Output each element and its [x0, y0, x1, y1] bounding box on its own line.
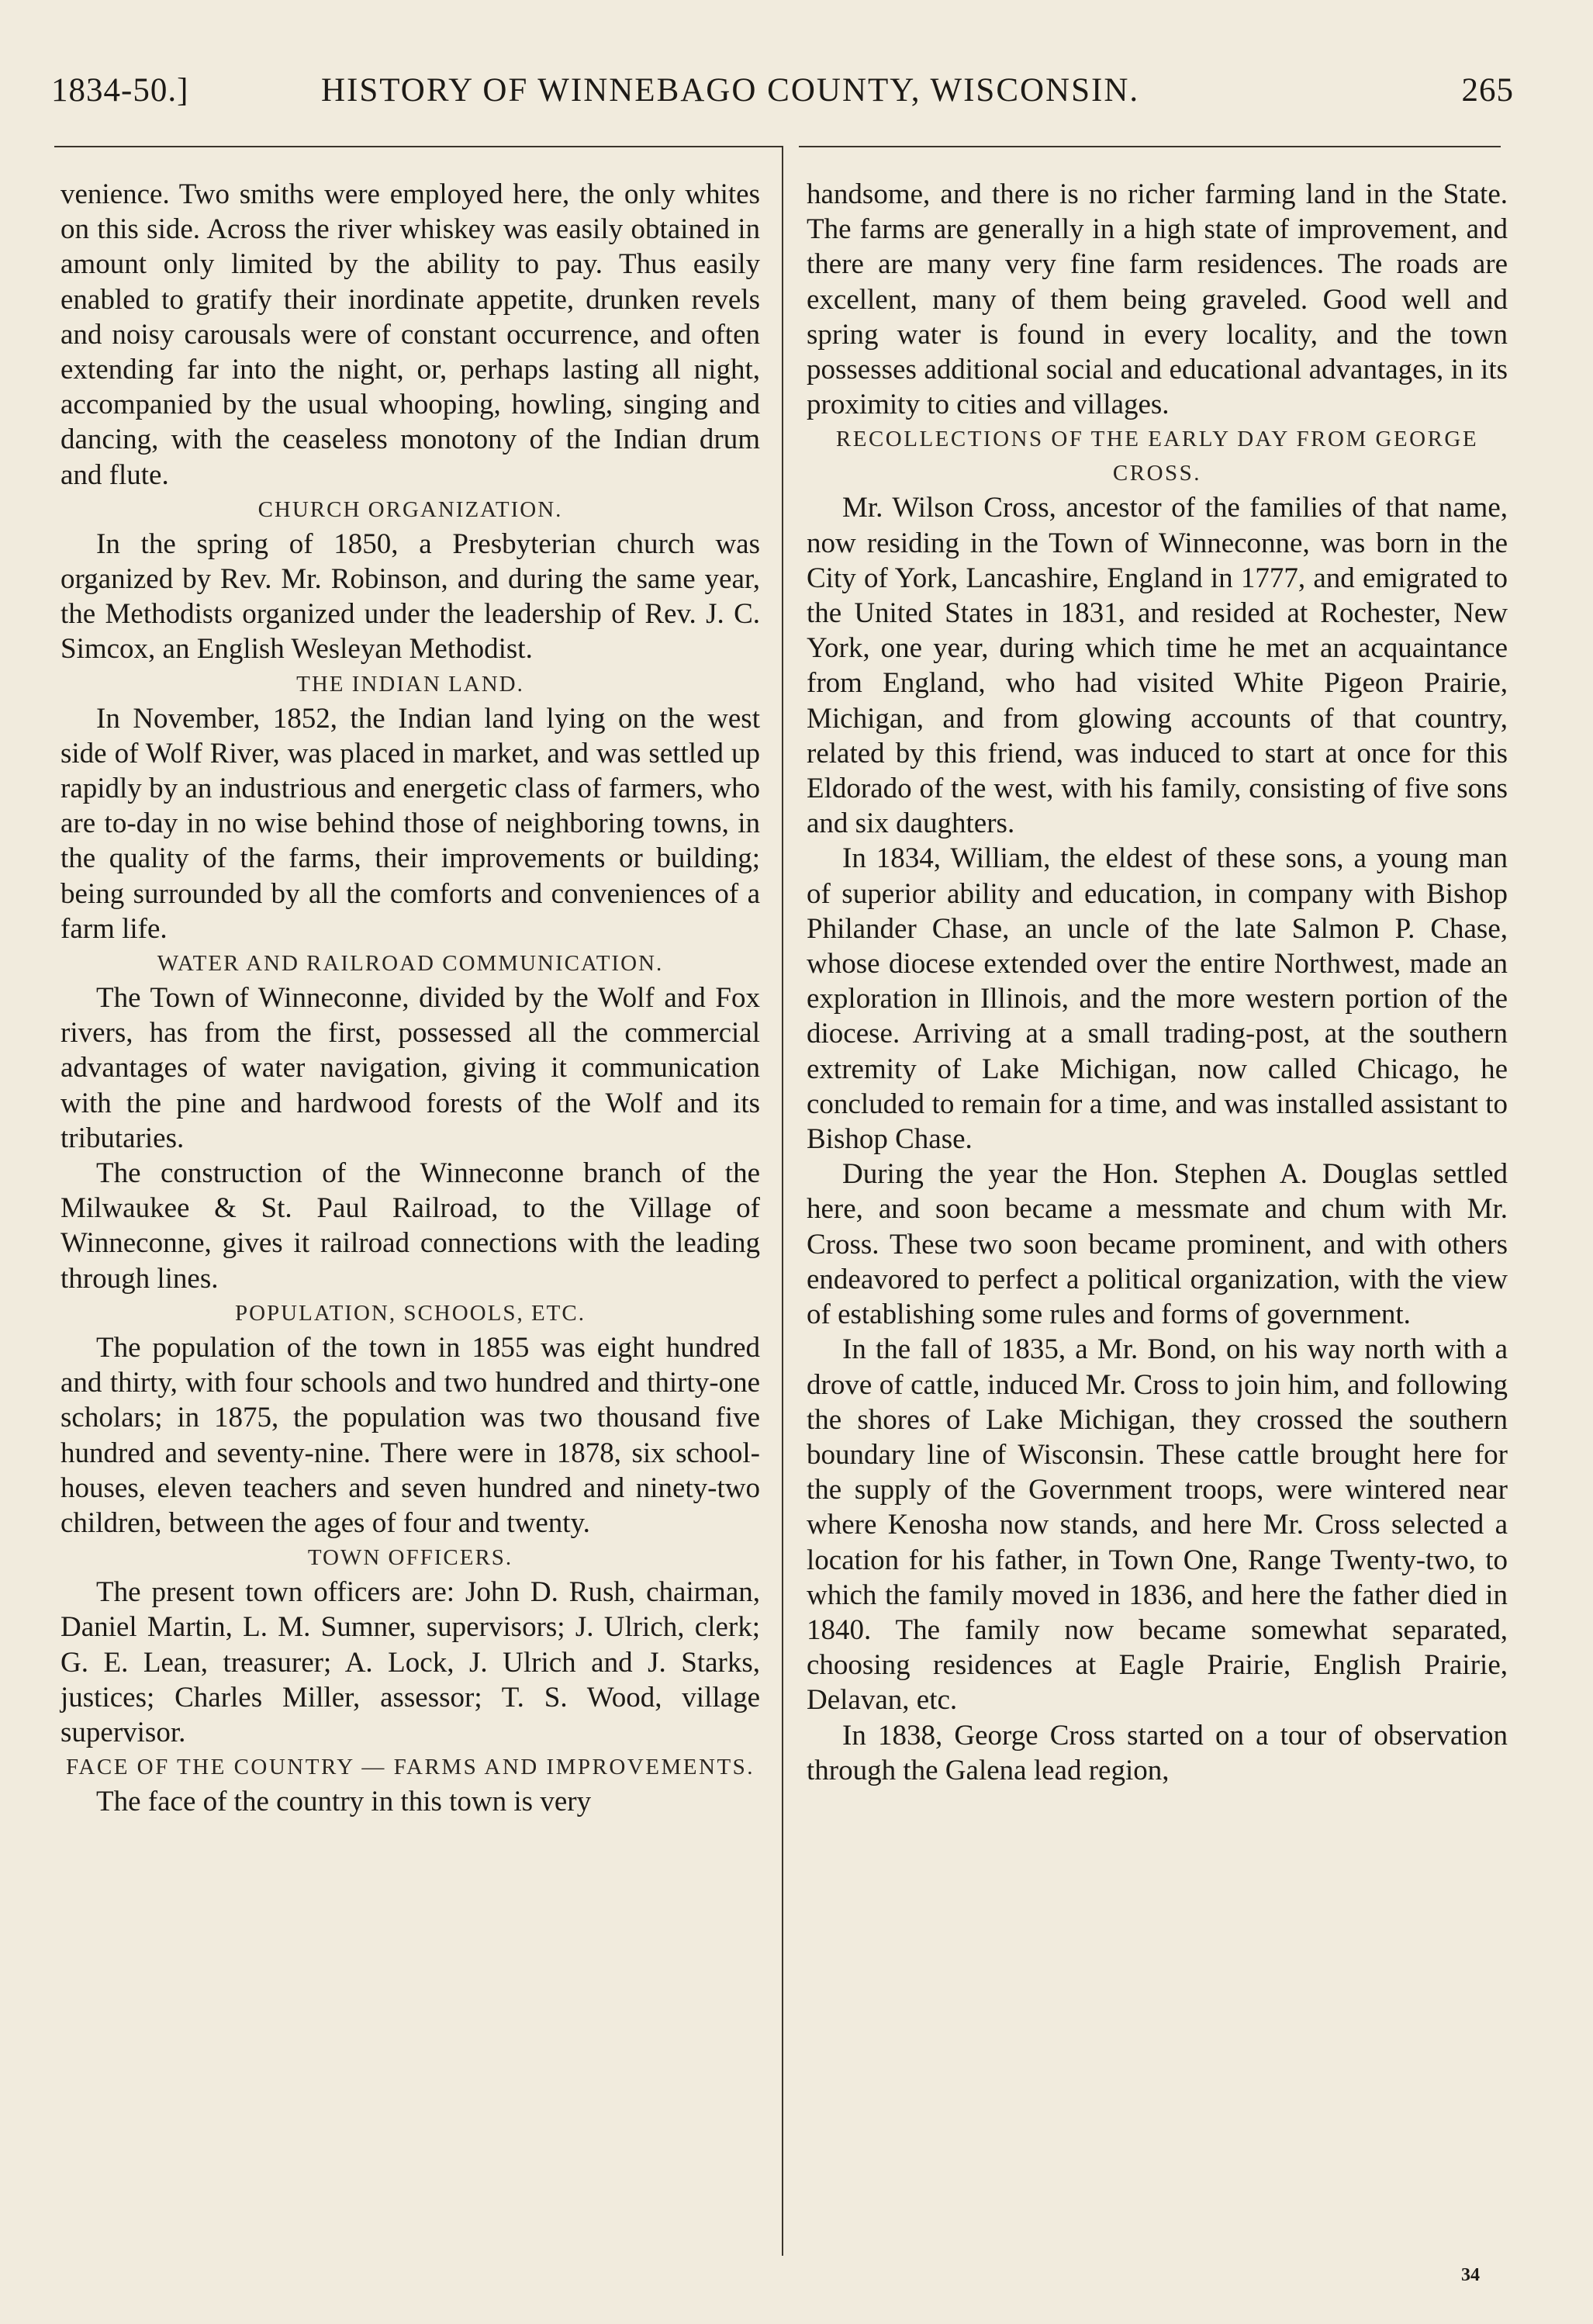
running-head-dates: 1834-50.]: [51, 72, 189, 109]
paragraph-population: The population of the town in 1855 was eight hundred and thirty, with four schools and two hundred and thirty-one scholars; in 1875, the population was two thousand five hundred and seventy-nine. There were in 1878, six school-houses, eleven teachers and seven hundred and ninety-two children, between the ages of four and twenty.: [60, 1331, 760, 1539]
paragraph-indian-land: In November, 1852, the Indian land lying on the west side of Wolf River, was placed in market, and was settled up rapidly by an industrious and energetic class of farmers, who are to-day in no wise behind those of neighboring towns, in the quality of the farms, their improvements or building; being surrounded by all the comforts and conveniences of a farm life.: [60, 702, 760, 945]
header-rule-right: [799, 146, 1501, 147]
paragraph-railroad: The construction of the Winneconne branch of the Milwaukee & St. Paul Railroad, to the Village of Winneconne, gives it railroad connections with the leading through lines.: [60, 1157, 760, 1295]
column-divider: [782, 146, 783, 2256]
section-heading-indian-land: THE INDIAN LAND.: [296, 671, 524, 697]
paragraph-water: The Town of Winneconne, divided by the Wolf and Fox rivers, has from the first, possessed all the commercial advantages of water navigation, giving it communication with the pine and hardwood forests of the Wolf and its tributaries.: [60, 982, 760, 1154]
paragraph-bond: In the fall of 1835, a Mr. Bond, on his way north with a drove of cattle, induced Mr. Cross to join him, and following the shores of Lake Michigan, they crossed the southern boundary line of Wisconsin. These cattle brought here for the supply of the Government troops, were wintered near where Kenosha now stands, and here Mr. Cross selected a location for his father, in Town One, Range Twenty-two, to which the family moved in 1836, and here the father died in 1840. The family now became somewhat separated, choosing residences at Eagle Prairie, English Prairie, Delavan, etc.: [807, 1333, 1508, 1717]
page-number: 265: [1461, 72, 1514, 109]
section-heading-water-railroad: WATER AND RAILROAD COMMUNICATION.: [157, 951, 664, 977]
header-rule-left: [54, 146, 783, 147]
section-heading-church: CHURCH ORGANIZATION.: [257, 496, 563, 522]
right-column: [807, 177, 1508, 1788]
left-column: [60, 177, 760, 1819]
paragraph-george-cross: In 1838, George Cross started on a tour of observation through the Galena lead region,: [807, 1719, 1508, 1786]
section-heading-population: POPULATION, SCHOOLS, ETC.: [234, 1300, 586, 1326]
signature-mark: 34: [1461, 2265, 1480, 2285]
paragraph-face-of-country: The face of the country in this town is very: [96, 1786, 592, 1818]
paragraph-church: In the spring of 1850, a Presbyterian church was organized by Rev. Mr. Robinson, and during the same year, the Methodists organized under the leadership of Rev. J. C. Simcox, an English Wesleyan Methodist.: [60, 527, 760, 666]
paragraph-town-officers: The present town officers are: John D. Rush, chairman, Daniel Martin, L. M. Sumner, supervisors; J. Ulrich, clerk; G. E. Lean, treasurer; A. Lock, J. Ulrich and J. Starks, justices; Charles Miller, assessor; T. S. Wood, village supervisor.: [60, 1576, 760, 1748]
running-head: [51, 71, 1514, 118]
running-head-title: HISTORY OF WINNEBAGO COUNTY, WISCONSIN.: [321, 72, 1140, 109]
paragraph-douglas: During the year the Hon. Stephen A. Douglas settled here, and soon became a messmate and chum with Mr. Cross. These two soon became prominent, and with others endeavored to perfect a political organization, with the view of establishing some rules and forms of government.: [807, 1158, 1508, 1331]
paragraph-continued-right: handsome, and there is no richer farming land in the State. The farms are generally in a high state of improvement, and there are many very fine farm residences. The roads are excellent, many of them being graveled. Good well and spring water is found in every locality, and the town possesses additional social and educational advantages, in its proximity to cities and villages.: [807, 178, 1508, 421]
section-heading-recollections: RECOLLECTIONS OF THE EARLY DAY FROM GEORGE CROSS.: [835, 427, 1479, 486]
section-heading-face-of-country: FACE OF THE COUNTRY — FARMS AND IMPROVEMENTS.: [65, 1755, 755, 1780]
paragraph-continued: venience. Two smiths were employed here, the only whites on this side. Across the river whiskey was easily obtained in amount only limited by the ability to pay. Thus easily enabled to gratify their inordinate appetite, drunken revels and noisy carousals were of constant occurrence, and often extending far into the night, or, perhaps lasting all night, accompanied by the usual whooping, howling, singing and dancing, with the ceaseless monotony of the Indian drum and flute.: [60, 178, 760, 491]
paragraph-william: In 1834, William, the eldest of these sons, a young man of superior ability and education, in company with Bishop Philander Chase, an uncle of the late Salmon P. Chase, whose diocese extended over the entire Northwest, made an exploration in Illinois, and the more western portion of the diocese. Arriving at a small trading-post, at the southern extremity of Lake Michigan, now called Chicago, he concluded to remain for a time, and was installed assistant to Bishop Chase.: [807, 842, 1508, 1156]
paragraph-wilson-cross: Mr. Wilson Cross, ancestor of the families of that name, now residing in the Town of Winneconne, was born in the City of York, Lancashire, England in 1777, and emigrated to the United States in 1831, and resided at Rochester, New York, one year, during which time he met an acquaintance from England, who had visited White Pigeon Prairie, Michigan, and from glowing accounts of that country, related by this friend, was induced to start at once for this Eldorado of the west, with his family, consisting of five sons and six daughters.: [807, 492, 1508, 840]
section-heading-town-officers: TOWN OFFICERS.: [307, 1545, 513, 1571]
